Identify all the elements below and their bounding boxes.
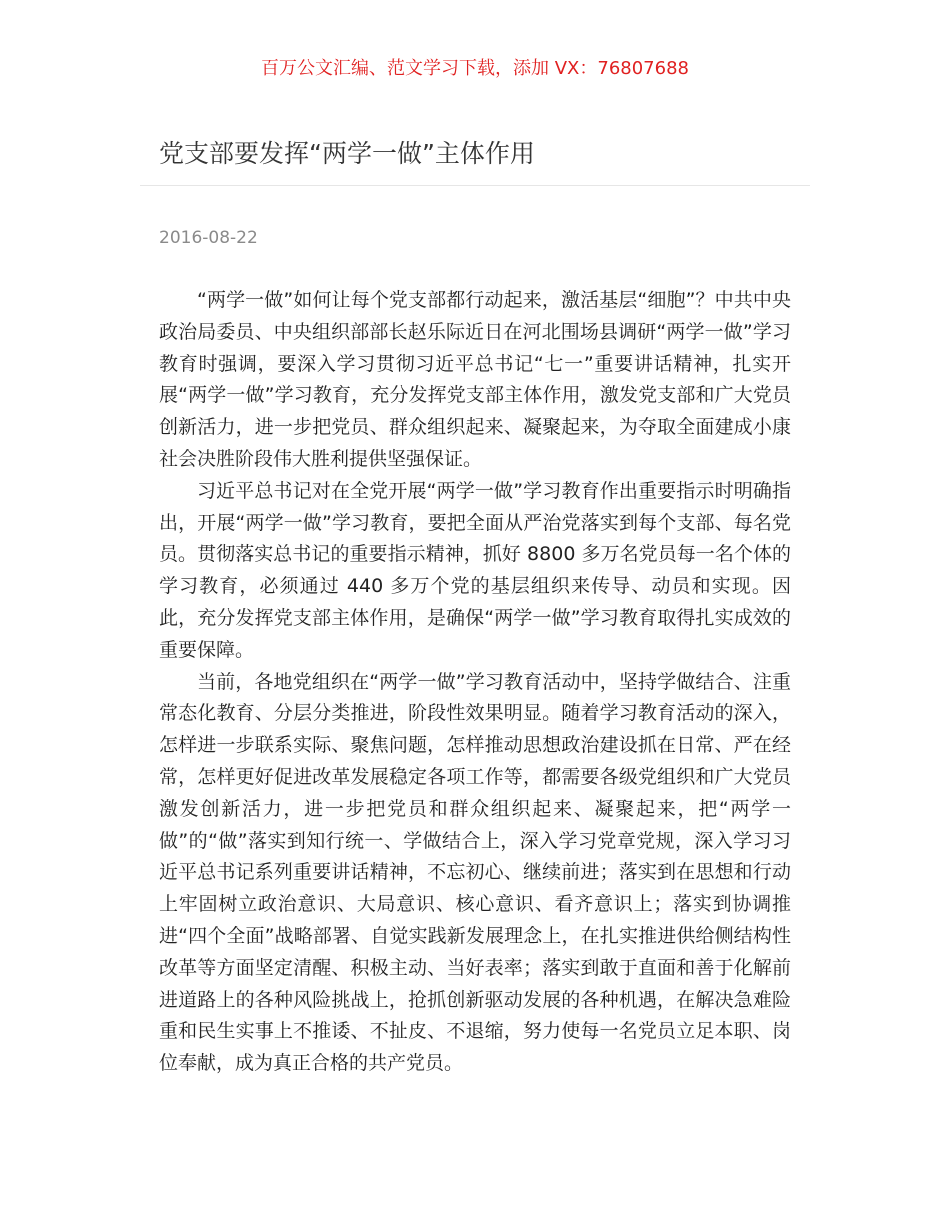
article-paragraph: 习近平总书记对在全党开展“两学一做”学习教育作出重要指示时明确指出，开展“两学一做”学习教育，要把全面从严治党落实到每个支部、每名党员。贯彻落实总书记的重要指示精神，抓好 8800 多万名党员每一名个体的学习教育，必须通过 440 多万个党的基层组织来传导、动员和实现。因此，充分发挥党支部主体作用，是确保“两学一做”学习教育取得扎实成效的重要保障。	[159, 479, 791, 661]
article-body	[159, 285, 791, 1080]
title-divider	[140, 185, 810, 186]
page-title: 党支部要发挥“两学一做”主体作用	[159, 139, 535, 168]
publish-date: 2016-08-22	[159, 228, 258, 248]
article-paragraph: 当前，各地党组织在“两学一做”学习教育活动中，坚持学做结合、注重常态化教育、分层分类推进，阶段性效果明显。随着学习教育活动的深入，怎样进一步联系实际、聚焦问题，怎样推动思想政治建设抓在日常、严在经常，怎样更好促进改革发展稳定各项工作等，都需要各级党组织和广大党员激发创新活力，进一步把党员和群众组织起来、凝聚起来，把“两学一做”的“做”落实到知行统一、学做结合上，深入学习党章党规，深入学习习近平总书记系列重要讲话精神，不忘初心、继续前进；落实到在思想和行动上牢固树立政治意识、大局意识、核心意识、看齐意识上；落实到协调推进“四个全面”战略部署、自觉实践新发展理念上，在扎实推进供给侧结构性改革等方面坚定清醒、积极主动、当好表率；落实到敢于直面和善于化解前进道路上的各种风险挑战上，抢抓创新驱动发展的各种机遇，在解决急难险重和民生实事上不推诿、不扯皮、不退缩，努力使每一名党员立足本职、岗位奉献，成为真正合格的共产党员。	[159, 670, 791, 1075]
article-paragraph: “两学一做”如何让每个党支部都行动起来，激活基层“细胞”？中共中央政治局委员、中央组织部部长赵乐际近日在河北围场县调研“两学一做”学习教育时强调，要深入学习贯彻习近平总书记“七一”重要讲话精神，扎实开展“两学一做”学习教育，充分发挥党支部主体作用，激发党支部和广大党员创新活力，进一步把党员、群众组织起来、凝聚起来，为夺取全面建成小康社会决胜阶段伟大胜利提供坚强保证。	[159, 289, 791, 470]
promo-banner: 百万公文汇编、范文学习下载，添加 VX：76807688	[261, 58, 689, 79]
